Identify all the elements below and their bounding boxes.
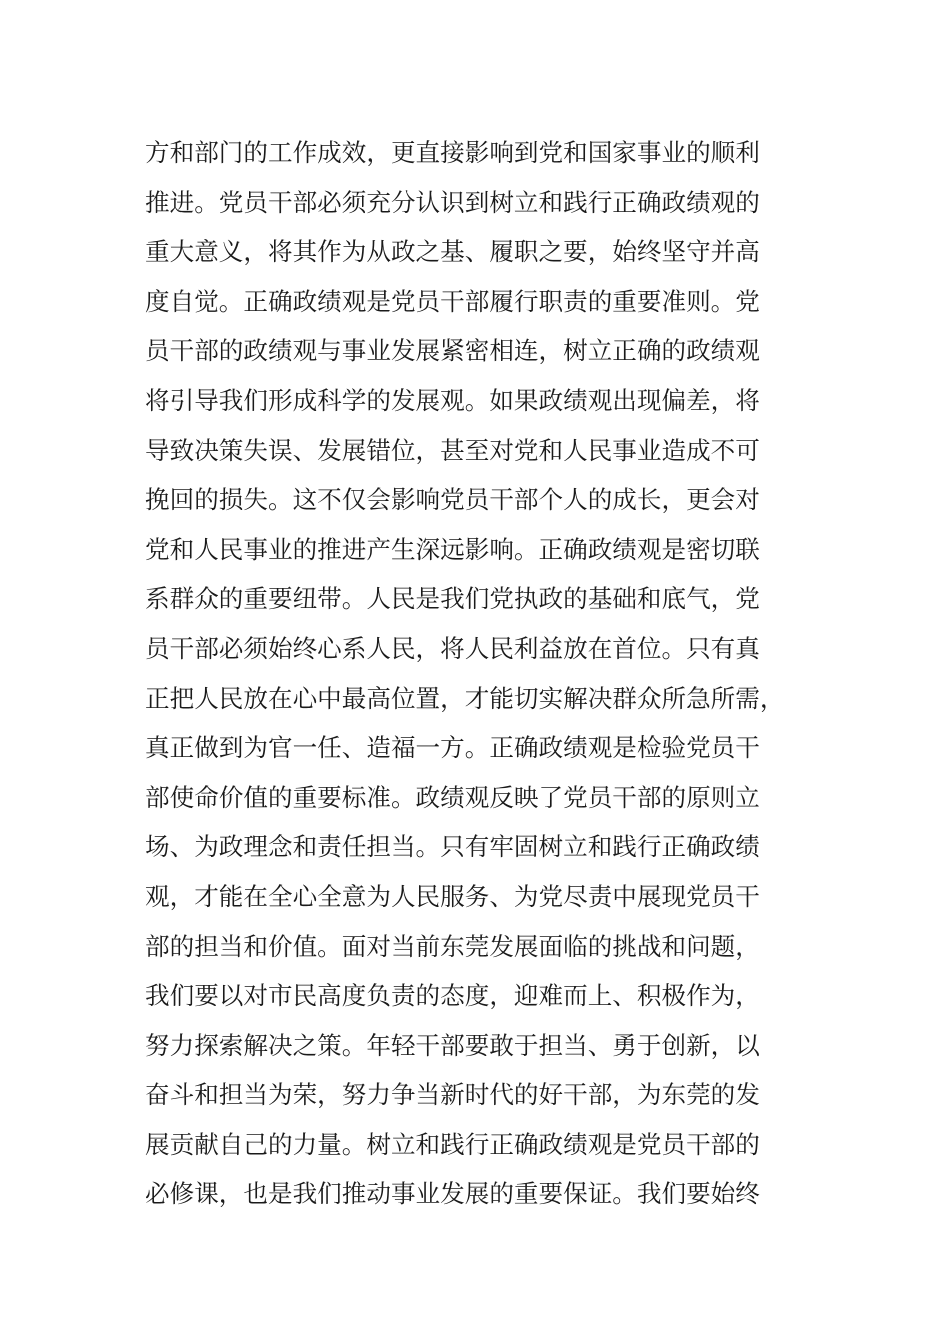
text-line: 方和部门的工作成效，更直接影响到党和国家事业的顺利 xyxy=(145,138,760,167)
body-text xyxy=(145,128,825,1219)
text-line: 我们要以对市民高度负责的态度，迎难而上、积极作为， xyxy=(145,981,760,1011)
text-line: 导致决策失误、发展错位，甚至对党和人民事业造成不可 xyxy=(145,435,760,465)
text-line: 奋斗和担当为荣，努力争当新时代的好干部，为东莞的发 xyxy=(145,1080,760,1110)
text-line: 员干部的政绩观与事业发展紧密相连，树立正确的政绩观 xyxy=(145,336,760,366)
text-line: 党和人民事业的推进产生深远影响。正确政绩观是密切联 xyxy=(145,534,760,564)
text-line: 挽回的损失。这不仅会影响党员干部个人的成长，更会对 xyxy=(145,485,760,515)
text-line: 部的担当和价值。面对当前东莞发展面临的挑战和问题， xyxy=(145,931,760,961)
text-line: 场、为政理念和责任担当。只有牢固树立和践行正确政绩 xyxy=(145,832,760,862)
text-line: 推进。党员干部必须充分认识到树立和践行正确政绩观的 xyxy=(145,187,760,217)
text-line: 真正做到为官一任、造福一方。正确政绩观是检验党员干 xyxy=(145,733,760,763)
text-line: 员干部必须始终心系人民，将人民利益放在首位。只有真 xyxy=(145,633,760,663)
text-line: 部使命价值的重要标准。政绩观反映了党员干部的原则立 xyxy=(145,782,760,812)
text-line: 系群众的重要纽带。人民是我们党执政的基础和底气，党 xyxy=(145,584,760,614)
text-line: 重大意义，将其作为从政之基、履职之要，始终坚守并高 xyxy=(145,237,760,267)
text-line: 努力探索解决之策。年轻干部要敢于担当、勇于创新，以 xyxy=(145,1030,760,1060)
text-line: 观，才能在全心全意为人民服务、为党尽责中展现党员干 xyxy=(145,881,760,911)
text-line: 正把人民放在心中最高位置，才能切实解决群众所急所需， xyxy=(145,683,785,713)
text-line: 展贡献自己的力量。树立和践行正确政绩观是党员干部的 xyxy=(145,1129,760,1159)
text-line: 度自觉。正确政绩观是党员干部履行职责的重要准则。党 xyxy=(145,286,760,316)
text-line: 必修课，也是我们推动事业发展的重要保证。我们要始终 xyxy=(145,1179,760,1209)
text-line: 将引导我们形成科学的发展观。如果政绩观出现偏差，将 xyxy=(145,385,760,415)
